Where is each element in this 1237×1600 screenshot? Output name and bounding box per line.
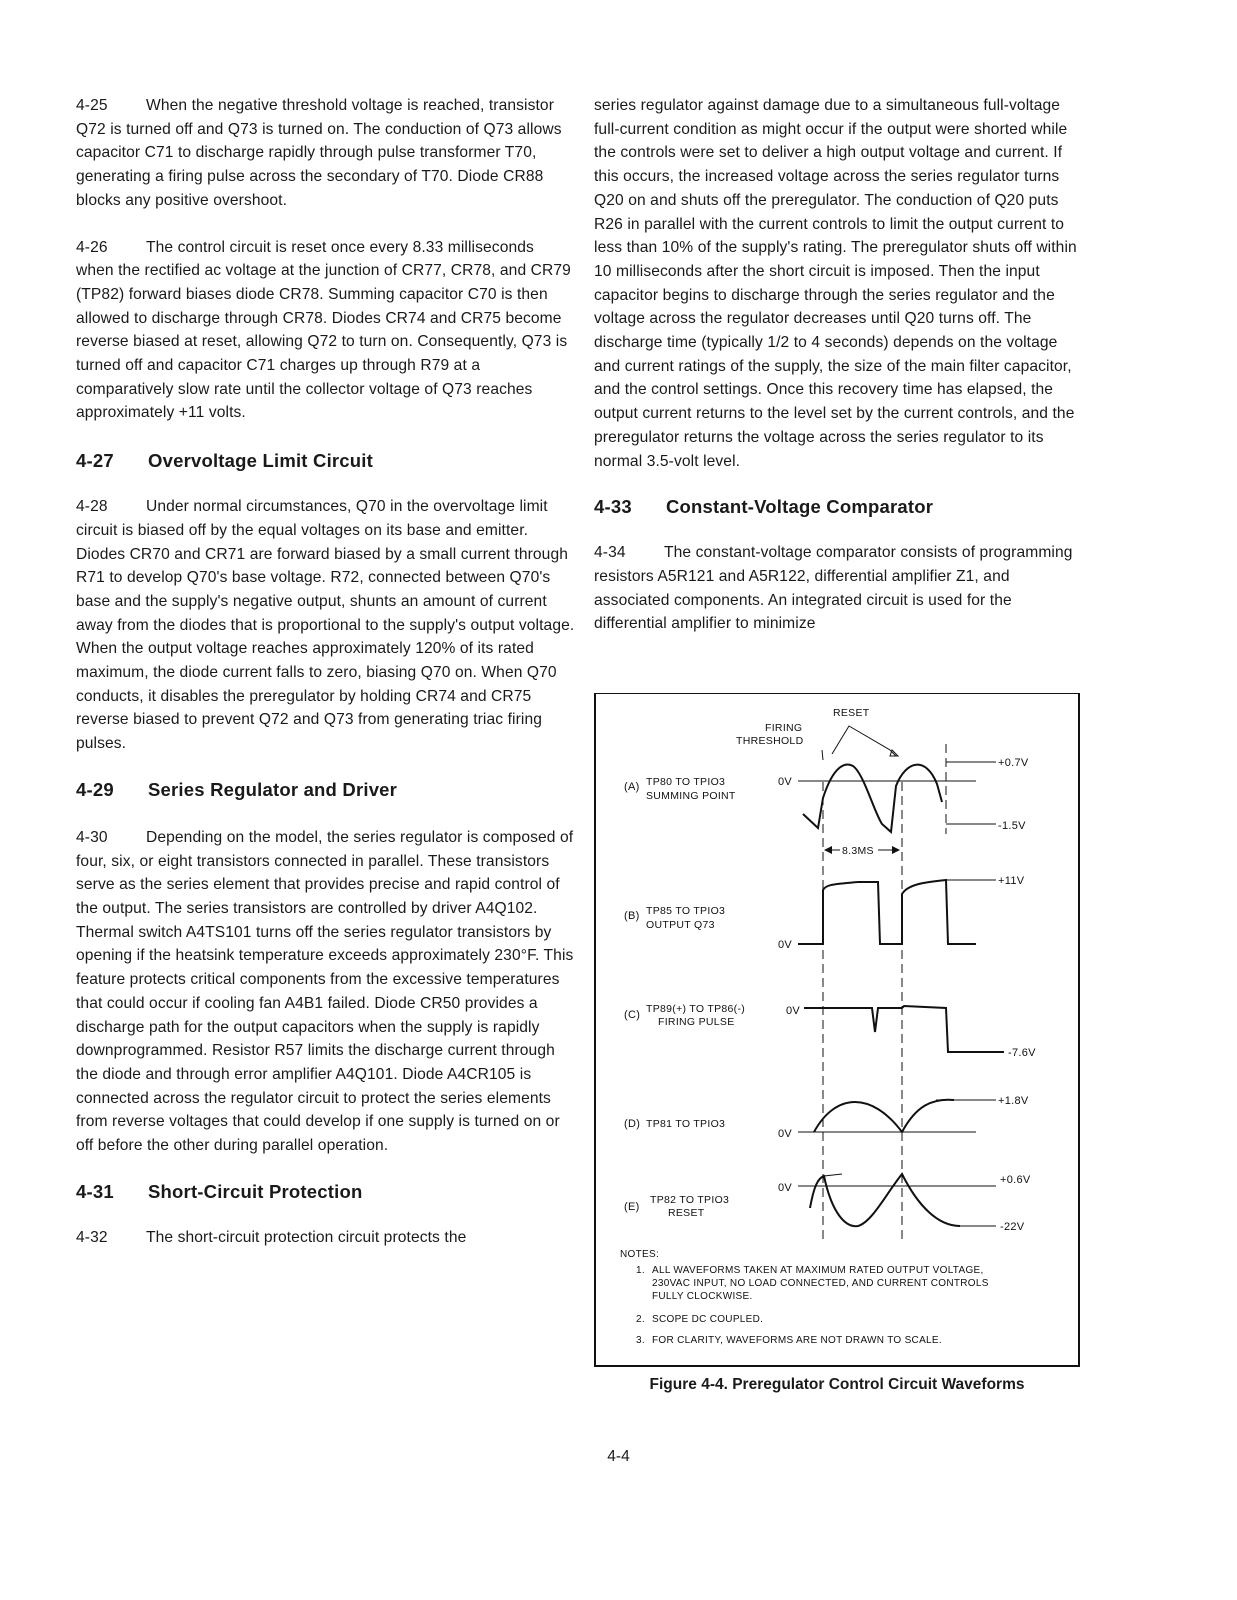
note-3-line-1: FOR CLARITY, WAVEFORMS ARE NOT DRAWN TO SCALE. [652, 1335, 942, 1346]
paragraph-number: 4-28 [76, 498, 108, 516]
section-title: Series Regulator and Driver [148, 778, 398, 800]
paragraph-number: 4-32 [76, 1228, 108, 1246]
notes-title: NOTES: [620, 1249, 660, 1260]
firing-label: FIRING [765, 722, 803, 734]
paragraph-text: The short-circuit protection circuit protects the [146, 1228, 467, 1246]
wave-a-sublabel: SUMMING POINT [646, 790, 736, 802]
note-3-number: 3. [636, 1335, 645, 1346]
paragraph-number: 4-30 [76, 828, 108, 846]
wave-a-trace [803, 765, 942, 832]
section-title: Short-Circuit Protection [148, 1180, 363, 1202]
wave-c-label: TP89(+) TO TP86(-) [646, 1003, 746, 1015]
paragraph-text: series regulator against damage due to a simultaneous full-voltage full-current condition as might occur if the output were shorted while the controls were set to deliver a high output voltage and current. If this occurs, the increased voltage across the series regulator turns Q20 on and shuts off the preregulator. The conduction of Q20 puts R26 in parallel with the current controls to limit the output current to less than 10% of the supply's rating. The preregulator shuts off within 10 milliseconds after the short circuit is imposed. Then the input capacitor begins to discharge through the series regulator and the voltage across the regulator decreases until Q20 turns off. The discharge time (typically 1/2 to 4 seconds) depends on the voltage and current ratings of the supply, the size of the main filter capacitor, and the control settings. Once this recovery time has elapsed, the output current returns to the level set by the current controls, and the preregulator returns the voltage across the series regulator to its normal 3.5-volt level. [594, 97, 1077, 470]
wave-d-letter: (D) [624, 1118, 641, 1130]
wave-e-sublabel: RESET [668, 1207, 705, 1219]
paragraph-text: Under normal circumstances, Q70 in the overvoltage limit circuit is biased off by the equal voltages on its base and emitter. Diodes CR70 and CR71 are forward biased by a small current through R71 to develop Q70's base voltage. R72, connected between Q70's base and the supply's negative output, shunts an amount of current away from the diodes that is proportional to the supply's output voltage. When the output voltage reaches approximately 120% of its rated maximum, the diode current falls to zero, biasing Q70 on. When Q70 conducts, it disables the preregulator by holding CR74 and CR75 reverse biased to prevent Q72 and Q73 from generating triac firing pulses. [76, 498, 575, 753]
note-1-line-1: ALL WAVEFORMS TAKEN AT MAXIMUM RATED OUTPUT VOLTAGE, [652, 1265, 984, 1276]
paragraph-number: 4-26 [76, 238, 108, 256]
paragraph-text: The constant-voltage comparator consists of programming resistors A5R121 and A5R122, differential amplifier Z1, and associated components. An integrated circuit is used for the differential amplifier to minimize [594, 544, 1073, 633]
wave-c-low-voltage: -7.6V [1008, 1047, 1036, 1059]
wave-b-letter: (B) [624, 910, 640, 922]
wave-e-high-voltage: +0.6V [1000, 1174, 1031, 1186]
section-title: Constant-Voltage Comparator [666, 496, 934, 518]
note-2-line-1: SCOPE DC COUPLED. [652, 1314, 764, 1325]
section-number: 4-27 [76, 450, 114, 472]
paragraph-4-34 [594, 541, 1084, 636]
note-1-number: 1. [636, 1265, 645, 1276]
paragraph-text: When the negative threshold voltage is reached, transistor Q72 is turned off and Q73 is turned on. The conduction of Q73 allows capacitor C71 to discharge rapidly through pulse transformer T70, generating a firing pulse across the secondary of T70. Diode CR88 blocks any positive overshoot. [76, 97, 562, 209]
left-column [76, 94, 576, 1249]
paragraph-4-30 [76, 826, 576, 1158]
wave-a-letter: (A) [624, 781, 640, 793]
figure-caption: Figure 4-4. Preregulator Control Circuit Waveforms [649, 1376, 1025, 1393]
wave-a-high-voltage: +0.7V [998, 757, 1029, 769]
paragraph-4-26 [76, 236, 576, 426]
wave-b-sublabel: OUTPUT Q73 [646, 919, 715, 931]
paragraph-4-32-continued [594, 94, 1084, 473]
paragraph-4-25 [76, 94, 576, 213]
note-1-line-3: FULLY CLOCKWISE. [652, 1291, 753, 1302]
wave-a-label: TP80 TO TPIO3 [646, 776, 726, 788]
wave-d-label: TP81 TO TPIO3 [646, 1118, 726, 1130]
wave-b-zero-label: 0V [778, 939, 793, 951]
section-number: 4-31 [76, 1180, 114, 1202]
paragraph-number: 4-34 [594, 544, 626, 562]
paragraph-4-28 [76, 495, 576, 756]
paragraph-4-32 [76, 1226, 576, 1250]
wave-a-low-voltage: -1.5V [998, 820, 1026, 832]
reset-label: RESET [833, 707, 870, 719]
page-number: 4-4 [607, 1448, 630, 1465]
wave-e-low-voltage: -22V [1000, 1221, 1025, 1233]
wave-d-zero-label: 0V [778, 1128, 793, 1140]
threshold-label: THRESHOLD [736, 735, 804, 747]
wave-d-trace [814, 1100, 954, 1132]
wave-e-trace [810, 1174, 960, 1226]
note-2-number: 2. [636, 1314, 645, 1325]
wave-d-high-voltage: +1.8V [998, 1095, 1029, 1107]
paragraph-number: 4-25 [76, 97, 108, 114]
paragraph-text: The control circuit is reset once every 8.33 milliseconds when the rectified ac voltage at the junction of CR77, CR78, and CR79 (TP82) forward biases diode CR78. Summing capacitor C70 is then allowed to discharge through CR78. Diodes CR74 and CR75 become reverse biased at reset, allowing Q72 to turn on. Consequently, Q73 is turned off and capacitor C71 charges up through R79 at a comparatively slow rate until the collector voltage of Q73 reaches approximately +11 volts. [76, 238, 571, 422]
note-1-line-2: 230VAC INPUT, NO LOAD CONNECTED, AND CURRENT CONTROLS [652, 1278, 989, 1289]
reset-arrowhead [890, 750, 898, 756]
right-column [594, 94, 1084, 636]
wave-e-top-tick [824, 1174, 842, 1176]
wave-e-zero-label: 0V [778, 1182, 793, 1194]
wave-b-trace [798, 880, 976, 944]
paragraph-text: Depending on the model, the series regulator is composed of four, six, or eight transistors connected in parallel. These transistors serve as the series element that provides precise and rapid control of the output. The series transistors are controlled by driver A4Q102. Thermal switch A4TS101 turns off the series regulator transistors by opening if the heatsink temperature exceeds approximately 230°F. This feature protects critical components from the excessive temperatures that could occur if cooling fan A4B1 failed. Diode CR50 provides a discharge path for the output capacitors when the supply is rapidly downprogrammed. Resistor R57 limits the discharge current through the diode and through error amplifier A4Q101. Diode A4CR105 is connected across the regulator circuit to protect the series elements from reverse voltages that could develop if one supply is turned on or off before the other during parallel operation. [76, 828, 574, 1155]
wave-e-label: TP82 TO TPIO3 [650, 1194, 730, 1206]
waveform-diagram [596, 694, 1082, 1368]
section-heading-4-29 [76, 776, 576, 804]
section-title: Overvoltage Limit Circuit [148, 450, 373, 472]
section-number: 4-33 [594, 496, 632, 518]
waveform-figure [594, 693, 1080, 1367]
section-heading-4-33 [594, 493, 1084, 521]
wave-b-label: TP85 TO TPIO3 [646, 905, 726, 917]
period-label: 8.3MS [842, 845, 874, 857]
wave-c-trace [804, 1006, 1004, 1052]
reset-pointer [832, 726, 896, 756]
section-heading-4-31 [76, 1178, 576, 1206]
wave-c-sublabel: FIRING PULSE [658, 1016, 735, 1028]
wave-a-zero-label: 0V [778, 776, 793, 788]
wave-b-high-voltage: +11V [998, 875, 1025, 887]
section-heading-4-27 [76, 447, 576, 475]
wave-e-letter: (E) [624, 1201, 640, 1213]
wave-c-zero-label: 0V [786, 1005, 801, 1017]
section-number: 4-29 [76, 778, 114, 800]
firing-threshold-pointer [822, 750, 823, 760]
wave-c-letter: (C) [624, 1009, 641, 1021]
